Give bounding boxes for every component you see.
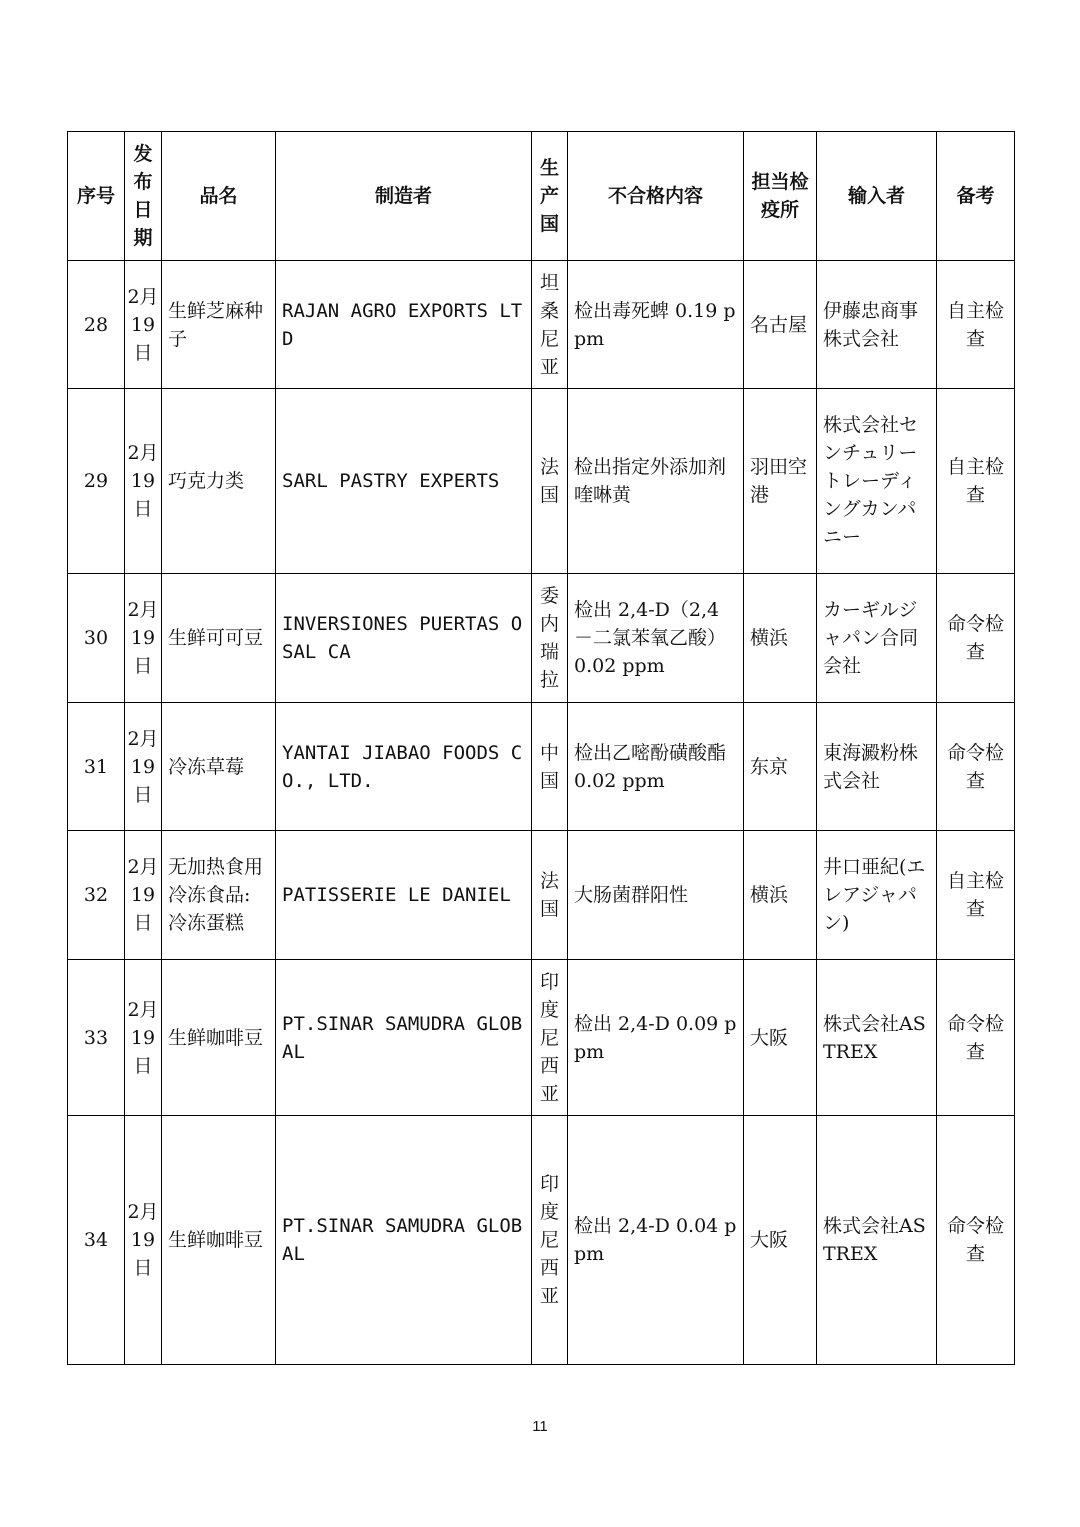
table-row (68, 831, 1015, 960)
cell-importer: カーギルジャパン合同会社 (817, 574, 937, 703)
cell-product: 生鲜可可豆 (162, 574, 276, 703)
cell-importer: 井口亜紀(エレアジャパン) (817, 831, 937, 960)
cell-station: 羽田空港 (744, 389, 817, 574)
inspection-table (67, 131, 1015, 1365)
cell-station: 横浜 (744, 831, 817, 960)
cell-importer: 株式会社センチュリートレーディングカンパニー (817, 389, 937, 574)
table-row (68, 389, 1015, 574)
cell-issue: 检出 2,4-D（2,4－二氯苯氧乙酸）0.02 ppm (568, 574, 744, 703)
table-row (68, 1116, 1015, 1365)
cell-issue: 大肠菌群阳性 (568, 831, 744, 960)
table-row (68, 574, 1015, 703)
cell-date: 2月19日 (125, 261, 162, 389)
header-importer: 输入者 (817, 132, 937, 261)
cell-product: 冷冻草莓 (162, 703, 276, 831)
table-row (68, 703, 1015, 831)
cell-remark: 命令检查 (937, 960, 1015, 1116)
cell-date: 2月19日 (125, 831, 162, 960)
cell-station: 大阪 (744, 960, 817, 1116)
cell-station: 名古屋 (744, 261, 817, 389)
header-manufacturer: 制造者 (276, 132, 532, 261)
cell-station: 大阪 (744, 1116, 817, 1365)
table-row (68, 960, 1015, 1116)
cell-date: 2月19日 (125, 960, 162, 1116)
cell-remark: 自主检查 (937, 261, 1015, 389)
cell-country: 坦桑尼亚 (532, 261, 568, 389)
cell-no: 34 (68, 1116, 125, 1365)
cell-issue: 检出毒死蜱 0.19 ppm (568, 261, 744, 389)
cell-no: 32 (68, 831, 125, 960)
header-station: 担当检疫所 (744, 132, 817, 261)
cell-manufacturer: PATISSERIE LE DANIEL (276, 831, 532, 960)
cell-date: 2月19日 (125, 1116, 162, 1365)
header-no: 序号 (68, 132, 125, 261)
header-issue: 不合格内容 (568, 132, 744, 261)
cell-product: 巧克力类 (162, 389, 276, 574)
header-row (68, 132, 1015, 261)
cell-remark: 自主检查 (937, 389, 1015, 574)
cell-product: 生鲜咖啡豆 (162, 1116, 276, 1365)
cell-country: 印度尼西亚 (532, 960, 568, 1116)
cell-no: 31 (68, 703, 125, 831)
cell-importer: 株式会社ASTREX (817, 960, 937, 1116)
cell-issue: 检出乙嘧酚磺酸酯 0.02 ppm (568, 703, 744, 831)
cell-date: 2月19日 (125, 703, 162, 831)
cell-manufacturer: INVERSIONES PUERTAS OSAL CA (276, 574, 532, 703)
header-date: 发布日期 (125, 132, 162, 261)
cell-issue: 检出 2,4-D 0.04 ppm (568, 1116, 744, 1365)
cell-country: 法国 (532, 389, 568, 574)
cell-country: 印度尼西亚 (532, 1116, 568, 1365)
cell-station: 横浜 (744, 574, 817, 703)
cell-manufacturer: YANTAI JIABAO FOODS CO., LTD. (276, 703, 532, 831)
cell-country: 中国 (532, 703, 568, 831)
table-row (68, 261, 1015, 389)
cell-remark: 命令检查 (937, 574, 1015, 703)
cell-country: 法国 (532, 831, 568, 960)
cell-issue: 检出 2,4-D 0.09 ppm (568, 960, 744, 1116)
cell-manufacturer: SARL PASTRY EXPERTS (276, 389, 532, 574)
cell-manufacturer: RAJAN AGRO EXPORTS LTD (276, 261, 532, 389)
cell-no: 30 (68, 574, 125, 703)
cell-country: 委内瑞拉 (532, 574, 568, 703)
header-remark: 备考 (937, 132, 1015, 261)
header-product: 品名 (162, 132, 276, 261)
cell-product: 无加热食用冷冻食品:冷冻蛋糕 (162, 831, 276, 960)
cell-station: 东京 (744, 703, 817, 831)
cell-remark: 命令检查 (937, 703, 1015, 831)
cell-manufacturer: PT.SINAR SAMUDRA GLOBAL (276, 1116, 532, 1365)
cell-importer: 伊藤忠商事株式会社 (817, 261, 937, 389)
cell-manufacturer: PT.SINAR SAMUDRA GLOBAL (276, 960, 532, 1116)
header-country: 生产国 (532, 132, 568, 261)
cell-product: 生鲜咖啡豆 (162, 960, 276, 1116)
cell-importer: 東海澱粉株式会社 (817, 703, 937, 831)
cell-no: 28 (68, 261, 125, 389)
cell-remark: 自主检查 (937, 831, 1015, 960)
cell-no: 29 (68, 389, 125, 574)
cell-importer: 株式会社ASTREX (817, 1116, 937, 1365)
cell-no: 33 (68, 960, 125, 1116)
cell-issue: 检出指定外添加剂喹啉黄 (568, 389, 744, 574)
cell-product: 生鲜芝麻种子 (162, 261, 276, 389)
cell-date: 2月19日 (125, 574, 162, 703)
cell-remark: 命令检查 (937, 1116, 1015, 1365)
page-number: 11 (532, 1418, 548, 1435)
cell-date: 2月19日 (125, 389, 162, 574)
